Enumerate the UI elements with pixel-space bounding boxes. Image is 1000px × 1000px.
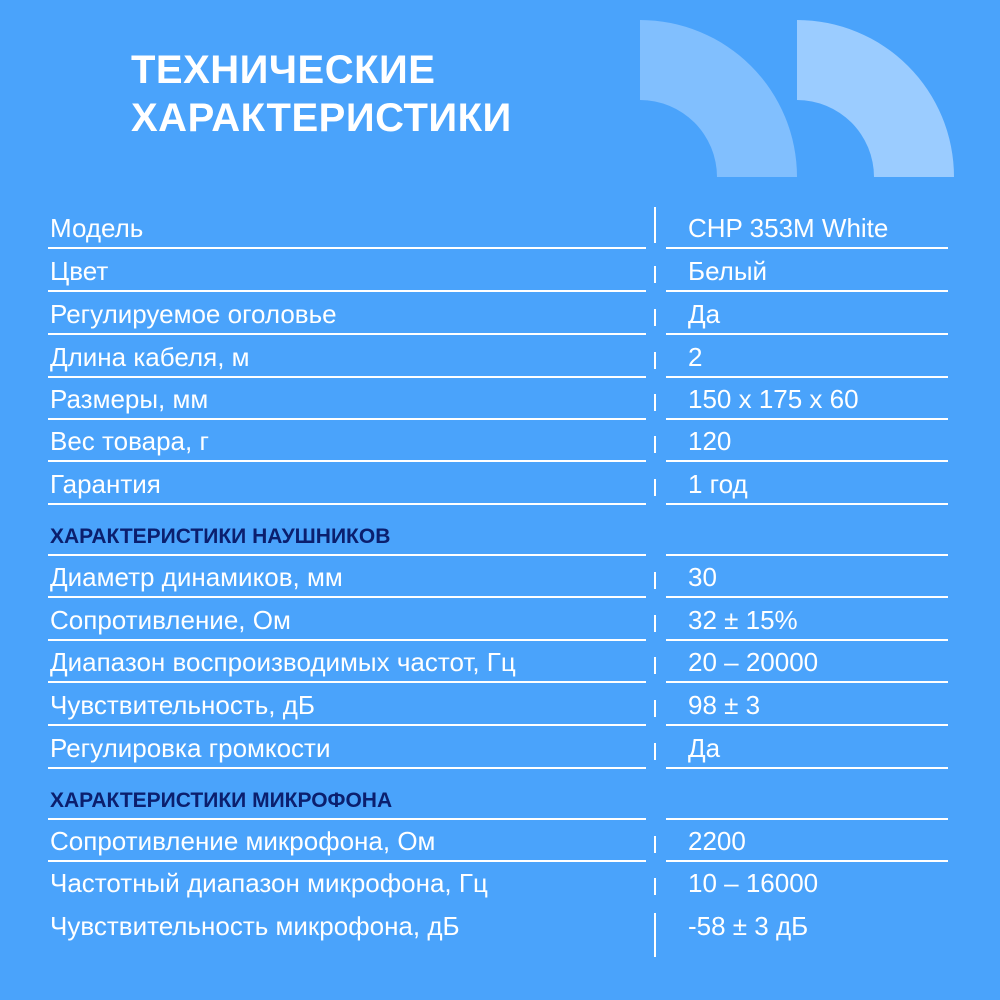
column-separator (654, 743, 656, 760)
spec-value: Да (688, 299, 721, 329)
spec-label: Цвет (50, 256, 109, 286)
quote-mark-right (797, 20, 954, 177)
row-divider-left (48, 596, 646, 598)
spec-label: Диаметр динамиков, мм (50, 562, 343, 592)
column-separator (654, 657, 656, 674)
spec-row-impedance (48, 599, 948, 641)
spec-value: Да (688, 733, 721, 763)
section-heading: ХАРАКТЕРИСТИКИ МИКРОФОНА (50, 789, 393, 812)
spec-value: 150 x 175 x 60 (688, 384, 859, 414)
spec-row-dimensions (48, 378, 948, 420)
page-title (131, 46, 512, 142)
spec-row-color (48, 250, 948, 292)
row-divider-left (48, 460, 646, 462)
column-separator (654, 266, 656, 283)
row-divider-left (48, 333, 646, 335)
column-separator (654, 309, 656, 326)
spec-value: 120 (688, 426, 732, 456)
row-divider-left (48, 681, 646, 683)
spec-value: 10 – 16000 (688, 868, 819, 898)
spec-label: Регулировка громкости (50, 733, 331, 763)
row-divider-right (666, 290, 948, 292)
row-divider-right (666, 596, 948, 598)
title-line-1: ТЕХНИЧЕСКИЕ (131, 48, 436, 92)
column-separator (654, 394, 656, 411)
spec-label: Чувствительность, дБ (50, 690, 315, 720)
spec-value: -58 ± 3 дБ (688, 911, 809, 941)
spec-label: Регулируемое оголовье (50, 299, 337, 329)
spec-value: 98 ± 3 (688, 690, 761, 720)
column-separator (654, 913, 656, 957)
column-separator (654, 615, 656, 632)
spec-value: 30 (688, 562, 717, 592)
spec-label: Модель (50, 213, 144, 243)
spec-label: Гарантия (50, 469, 161, 499)
column-separator (654, 207, 656, 243)
row-divider-left (48, 290, 646, 292)
spec-value: CHP 353M White (688, 213, 889, 243)
spec-value: 2200 (688, 826, 746, 856)
spec-row-mic-impedance (48, 820, 948, 862)
quote-mark-left (640, 20, 797, 177)
spec-label: Длина кабеля, м (50, 342, 250, 372)
row-divider-left (48, 247, 646, 249)
row-divider-left (48, 724, 646, 726)
row-divider-right (666, 503, 948, 505)
spec-row-headband (48, 293, 948, 335)
column-separator (654, 479, 656, 496)
spec-label: Сопротивление, Ом (50, 605, 291, 635)
row-divider-left (48, 503, 646, 505)
spec-value: 2 (688, 342, 703, 372)
spec-value: 20 – 20000 (688, 647, 819, 677)
spec-row-cable-length (48, 336, 948, 378)
spec-row-warranty (48, 463, 948, 505)
spec-value: 1 год (688, 469, 748, 499)
spec-value: 32 ± 15% (688, 605, 798, 635)
spec-row-sensitivity (48, 684, 948, 726)
row-divider-right (666, 724, 948, 726)
spec-row-weight (48, 420, 948, 462)
spec-row-mic-sensitivity (48, 905, 948, 947)
column-separator (654, 572, 656, 589)
column-separator (654, 700, 656, 717)
spec-row-volume-control (48, 727, 948, 769)
spec-label: Сопротивление микрофона, Ом (50, 826, 436, 856)
spec-row-frequency-range (48, 641, 948, 683)
spec-row-mic-frequency (48, 862, 948, 904)
column-separator (654, 436, 656, 453)
row-divider-right (666, 460, 948, 462)
row-divider-right (666, 767, 948, 769)
spec-label: Диапазон воспроизводимых частот, Гц (50, 647, 516, 677)
spec-label: Размеры, мм (50, 384, 209, 414)
column-separator (654, 352, 656, 369)
row-divider-right (666, 247, 948, 249)
title-line-2: ХАРАКТЕРИСТИКИ (131, 96, 512, 140)
section-heading-microphone (48, 778, 948, 820)
spec-row-driver-diameter (48, 556, 948, 598)
spec-label: Частотный диапазон микрофона, Гц (50, 868, 488, 898)
spec-value: Белый (688, 256, 768, 286)
column-separator (654, 836, 656, 853)
section-heading-headphones (48, 514, 948, 556)
spec-label: Вес товара, г (50, 426, 209, 456)
row-divider-right (666, 333, 948, 335)
section-heading: ХАРАКТЕРИСТИКИ НАУШНИКОВ (50, 525, 391, 548)
spec-row-model (48, 207, 948, 249)
spec-label: Чувствительность микрофона, дБ (50, 911, 460, 941)
row-divider-right (666, 681, 948, 683)
row-divider-left (48, 767, 646, 769)
column-separator (654, 878, 656, 895)
